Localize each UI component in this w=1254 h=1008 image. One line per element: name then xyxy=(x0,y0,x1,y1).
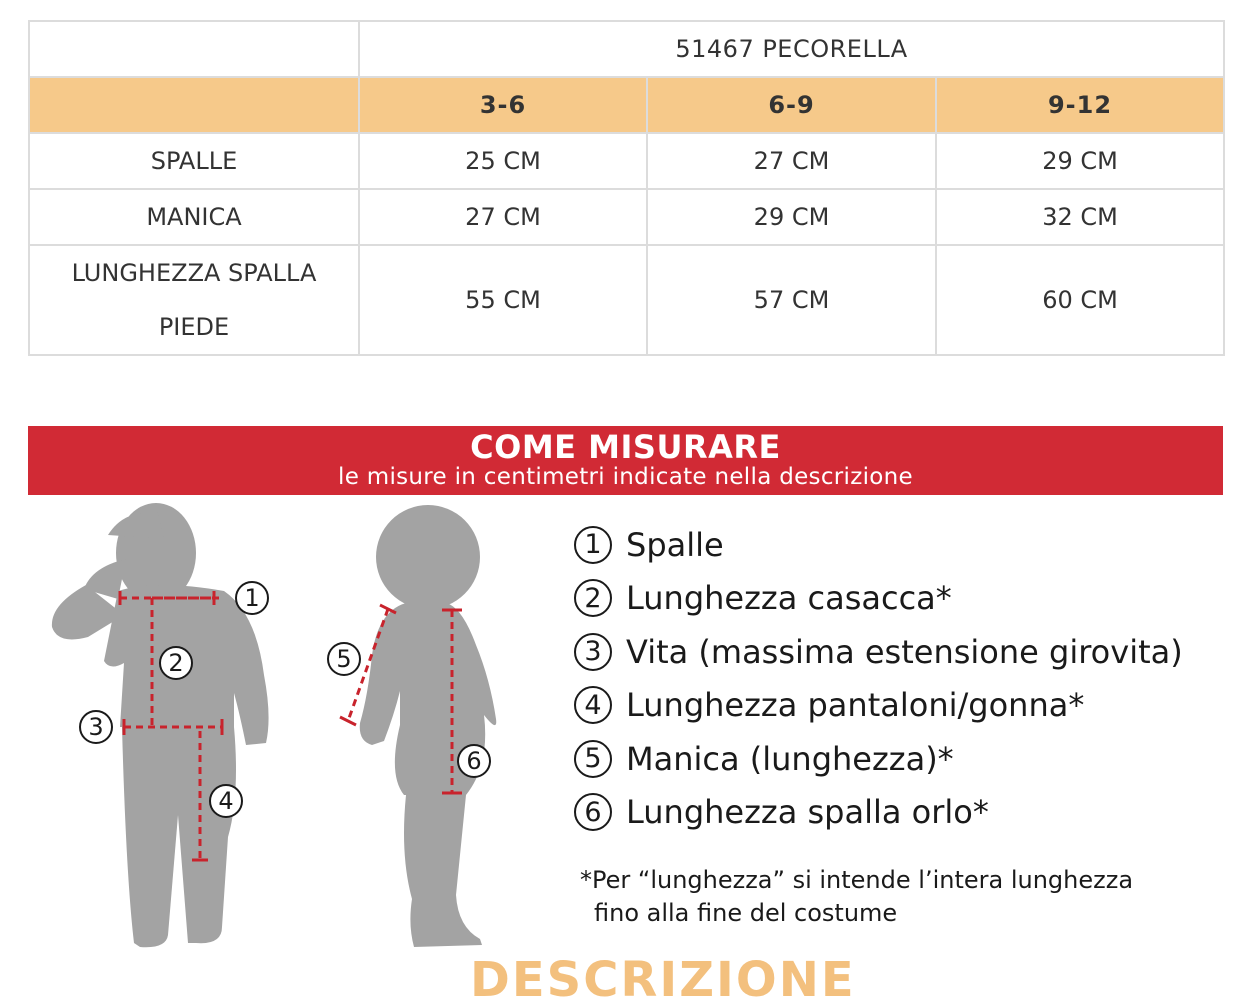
table-cell: 27 CM xyxy=(359,189,647,245)
marker-2 xyxy=(160,647,192,679)
table-cell: 29 CM xyxy=(936,133,1224,189)
svg-text:4: 4 xyxy=(218,787,234,815)
row-label-lunghezza-spalla-piede xyxy=(29,245,359,355)
marker-5 xyxy=(328,643,360,675)
table-cell: 60 CM xyxy=(936,245,1224,355)
table-cell: 32 CM xyxy=(936,189,1224,245)
legend-item-vita xyxy=(574,625,1183,679)
measurement-legend xyxy=(574,518,1183,839)
number-circle-icon: 1 xyxy=(574,526,612,564)
number-circle-icon: 2 xyxy=(574,579,612,617)
marker-4 xyxy=(210,785,242,817)
number-circle-icon: 3 xyxy=(574,633,612,671)
legend-label: Vita (massima estensione girovita) xyxy=(626,632,1183,671)
number-circle-icon: 5 xyxy=(574,740,612,778)
size-table xyxy=(28,20,1225,356)
size-header-6-9: 6-9 xyxy=(647,77,936,133)
row-label-spalle: SPALLE xyxy=(29,133,359,189)
legend-item-spalle xyxy=(574,518,1183,572)
description-heading: DESCRIZIONE xyxy=(470,952,856,1008)
guide-title: COME MISURARE xyxy=(470,428,781,466)
measurement-figures xyxy=(28,495,558,955)
marker-1 xyxy=(236,582,268,614)
table-cell: 57 CM xyxy=(647,245,936,355)
legend-label: Lunghezza casacca* xyxy=(626,579,952,618)
table-row xyxy=(29,245,1224,355)
marker-3 xyxy=(80,711,112,743)
row-label-line: LUNGHEZZA SPALLA xyxy=(71,259,317,287)
legend-label: Lunghezza spalla orlo* xyxy=(626,793,989,832)
footnote-line: *Per “lunghezza” si intende l’intera lunghezza xyxy=(580,866,1134,894)
legend-item-manica xyxy=(574,732,1183,786)
child-side-silhouette xyxy=(360,505,497,947)
number-circle-icon: 4 xyxy=(574,686,612,724)
legend-label: Lunghezza pantaloni/gonna* xyxy=(626,686,1085,725)
table-cell: 29 CM xyxy=(647,189,936,245)
table-corner-cell xyxy=(29,21,359,77)
how-to-measure-banner xyxy=(28,426,1223,495)
table-title-row xyxy=(29,21,1224,77)
size-header-3-6: 3-6 xyxy=(359,77,647,133)
legend-label: Spalle xyxy=(626,525,724,564)
length-footnote xyxy=(580,864,1133,930)
marker-6 xyxy=(458,745,490,777)
table-cell: 25 CM xyxy=(359,133,647,189)
table-row xyxy=(29,189,1224,245)
legend-label: Manica (lunghezza)* xyxy=(626,739,954,778)
product-name: 51467 PECORELLA xyxy=(359,21,1224,77)
table-cell: 55 CM xyxy=(359,245,647,355)
svg-text:3: 3 xyxy=(88,713,104,741)
size-header-9-12: 9-12 xyxy=(936,77,1224,133)
row-label-manica: MANICA xyxy=(29,189,359,245)
guide-subtitle: le misure in centimetri indicate nella descrizione xyxy=(338,464,913,490)
svg-text:2: 2 xyxy=(168,649,184,677)
legend-item-lunghezza-spalla-orlo xyxy=(574,786,1183,840)
legend-item-lunghezza-pantaloni xyxy=(574,679,1183,733)
footnote-line: fino alla fine del costume xyxy=(594,899,898,927)
number-circle-icon: 6 xyxy=(574,793,612,831)
svg-text:6: 6 xyxy=(466,747,482,775)
legend-item-lunghezza-casacca xyxy=(574,572,1183,626)
table-cell: 27 CM xyxy=(647,133,936,189)
svg-text:1: 1 xyxy=(244,584,260,612)
size-header-corner xyxy=(29,77,359,133)
row-label-line: PIEDE xyxy=(158,313,230,341)
svg-text:5: 5 xyxy=(336,645,352,673)
size-header-row xyxy=(29,77,1224,133)
table-row xyxy=(29,133,1224,189)
